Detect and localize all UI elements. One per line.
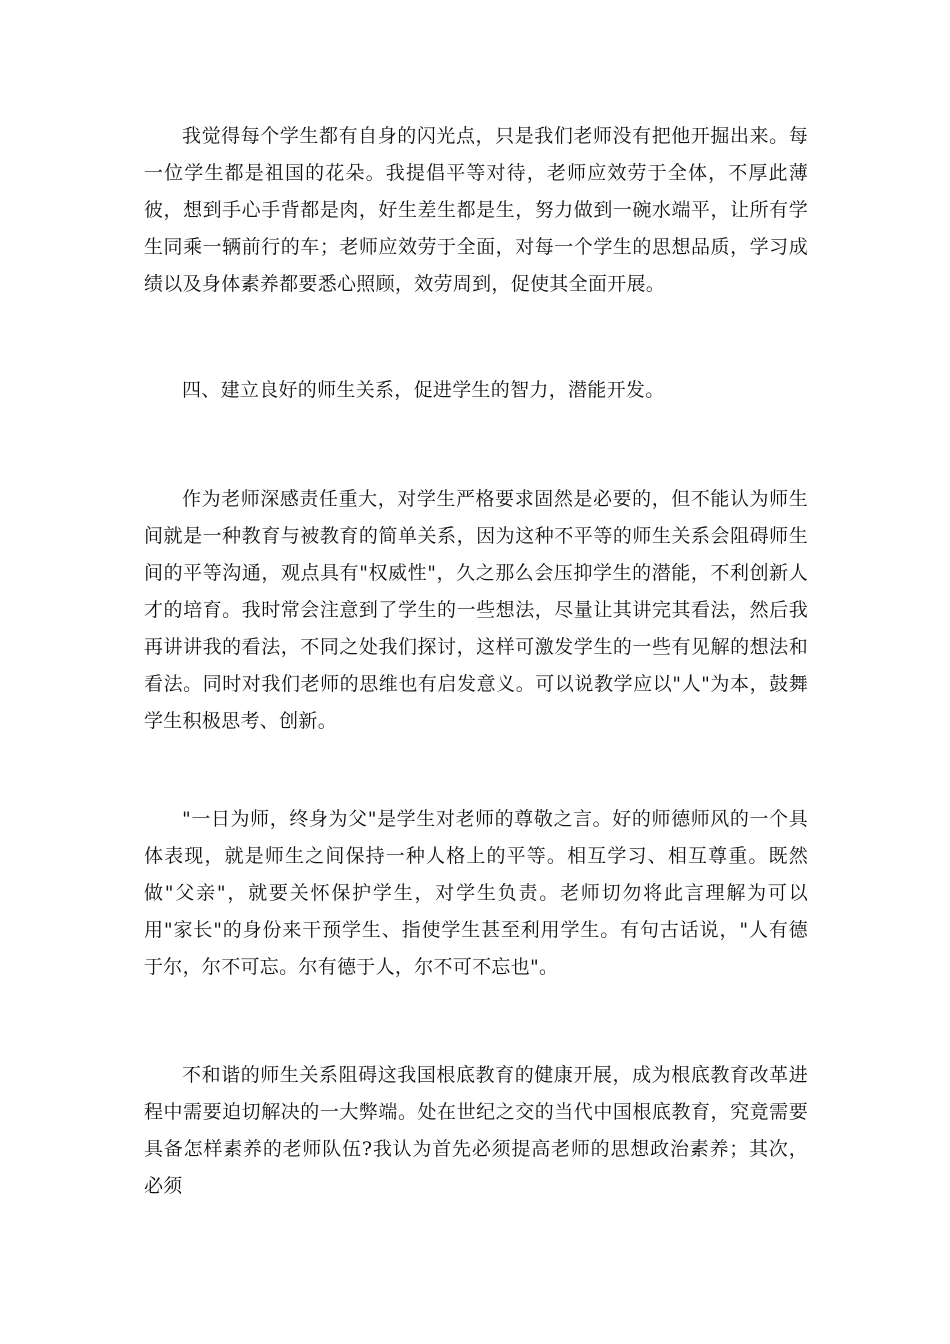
paragraph-respect-saying: "一日为师，终身为父"是学生对老师的尊敬之言。好的师德师风的一个具体表现，就是师生之间保持一种人格上的平等。相互学习、相互尊重。既然做"父亲"，就要关怀保护学生，对学生负责。老师切勿将此言理解为可以用"家长"的身份来干预学生、指使学生甚至利用学生。有句古话说，"人有德于尔，尔不可忘。尔有德于人，尔不可不忘也"。: [144, 808, 808, 978]
paragraph-teacher-equality: 我觉得每个学生都有自身的闪光点，只是我们老师没有把他开掘出来。每一位学生都是祖国的花朵。我提倡平等对待，老师应效劳于全体，不厚此薄彼，想到手心手背都是肉，好生差生都是生，努力做到一碗水端平，让所有学生同乘一辆前行的车；老师应效劳于全面，对每一个学生的思想品质，学习成绩以及身体素养都要悉心照顾，效劳周到，促使其全面开展。: [144, 125, 808, 295]
section-heading-teacher-student-relationship: 四、建立良好的师生关系，促进学生的智力，潜能开发。: [182, 379, 665, 401]
paragraph-harmony-issue: 不和谐的师生关系阻碍这我国根底教育的健康开展，成为根底教育改革进程中需要迫切解决的一大弊端。处在世纪之交的当代中国根底教育，究竟需要具备怎样素养的老师队伍?我认为首先必须提高老师的思想政治素养；其次，必须: [144, 1064, 808, 1197]
paragraph-teacher-responsibility: 作为老师深感责任重大，对学生严格要求固然是必要的，但不能认为师生间就是一种教育与被教育的简单关系，因为这种不平等的师生关系会阻碍师生间的平等沟通，观点具有"权威性"，久之那么会压抑学生的潜能，不利创新人才的培育。我时常会注意到了学生的一些想法，尽量让其讲完其看法，然后我再讲讲我的看法，不同之处我们探讨，这样可激发学生的一些有见解的想法和看法。同时对我们老师的思维也有启发意义。可以说教学应以"人"为本，鼓舞学生积极思考、创新。: [144, 488, 808, 732]
